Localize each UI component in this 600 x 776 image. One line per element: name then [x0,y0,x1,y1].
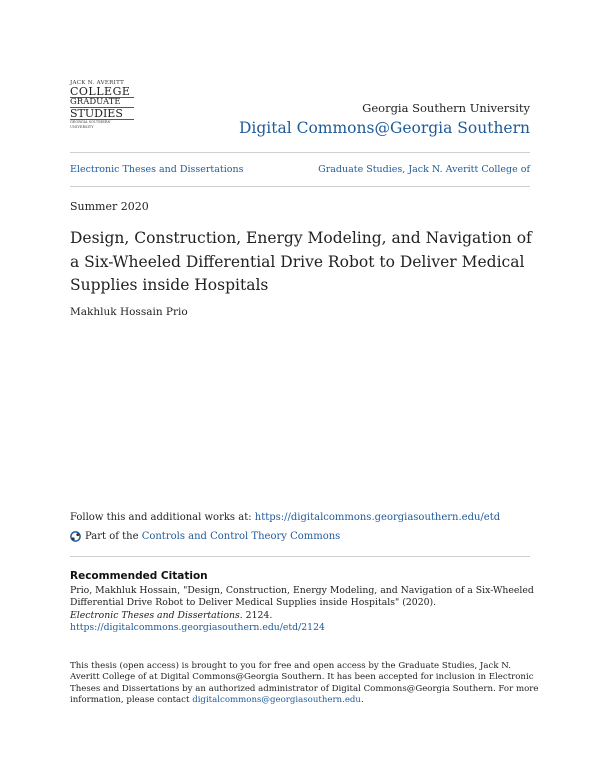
logo-line-1: JACK N. AVERITT [70,80,125,86]
part-of-prefix: Part of the [85,531,139,542]
access-notice [70,661,540,706]
citation-url-link[interactable]: https://digitalcommons.georgiasouthern.edu/etd/2124 [70,622,325,634]
college-link[interactable]: Graduate Studies, Jack N. Averitt College of [318,164,530,175]
logo-line-5: GEORGIA SOUTHERN UNIVERSITY [70,120,111,129]
document-title: Design, Construction, Energy Modeling, and Navigation of a Six-Wheeled Differential Drive Robot to Deliver Medical Supplies inside Hospitals [70,229,532,294]
citation-number: . 2124. [239,609,273,621]
header-divider-top [70,152,530,153]
citation-divider [70,556,530,557]
notice-end: . [360,694,364,705]
follow-line [70,512,500,523]
part-of-line [70,531,340,542]
document-author: Makhluk Hossain Prio [70,306,188,318]
citation-body: Prio, Makhluk Hossain, "Design, Construction, Energy Modeling, and Navigation of a Six-Wheeled Differential Drive Robot to Deliver Medical Supplies inside Hospitals" (2020). [70,585,534,609]
contact-email-link[interactable]: digitalcommons@georgiasouthern.edu [192,694,361,705]
follow-url-link[interactable]: https://digitalcommons.georgiasouthern.edu/etd [254,512,501,523]
header-divider-bottom [70,186,530,187]
commons-link[interactable]: Controls and Control Theory Commons [141,531,341,542]
repository-link[interactable]: Digital Commons@Georgia Southern [238,119,530,137]
follow-prefix: Follow this and additional works at: [70,512,255,523]
logo-line-2: COLLEGE [70,86,134,98]
publication-season: Summer 2020 [70,200,149,213]
commons-network-icon [70,531,81,542]
logo-line-3: GRADUATE [70,98,134,108]
collection-link[interactable]: Electronic Theses and Dissertations [70,164,244,175]
logo-line-4: STUDIES [70,108,134,120]
college-logo [70,80,134,136]
notice-text: This thesis (open access) is brought to you for free and open access by the Graduate Studies, Jack N. Averitt College of at Digital Commons@Georgia Southern. It has been accepted for inclusion in Electronic Theses and Dissertations by an authorized administrator of Digital Commons@Georgia Southern. For more information, please contact [70,661,539,705]
citation-text [70,585,540,635]
recommended-citation-heading: Recommended Citation [70,570,208,582]
citation-journal: Electronic Theses and Dissertations [70,609,240,621]
university-name: Georgia Southern University [362,101,530,115]
